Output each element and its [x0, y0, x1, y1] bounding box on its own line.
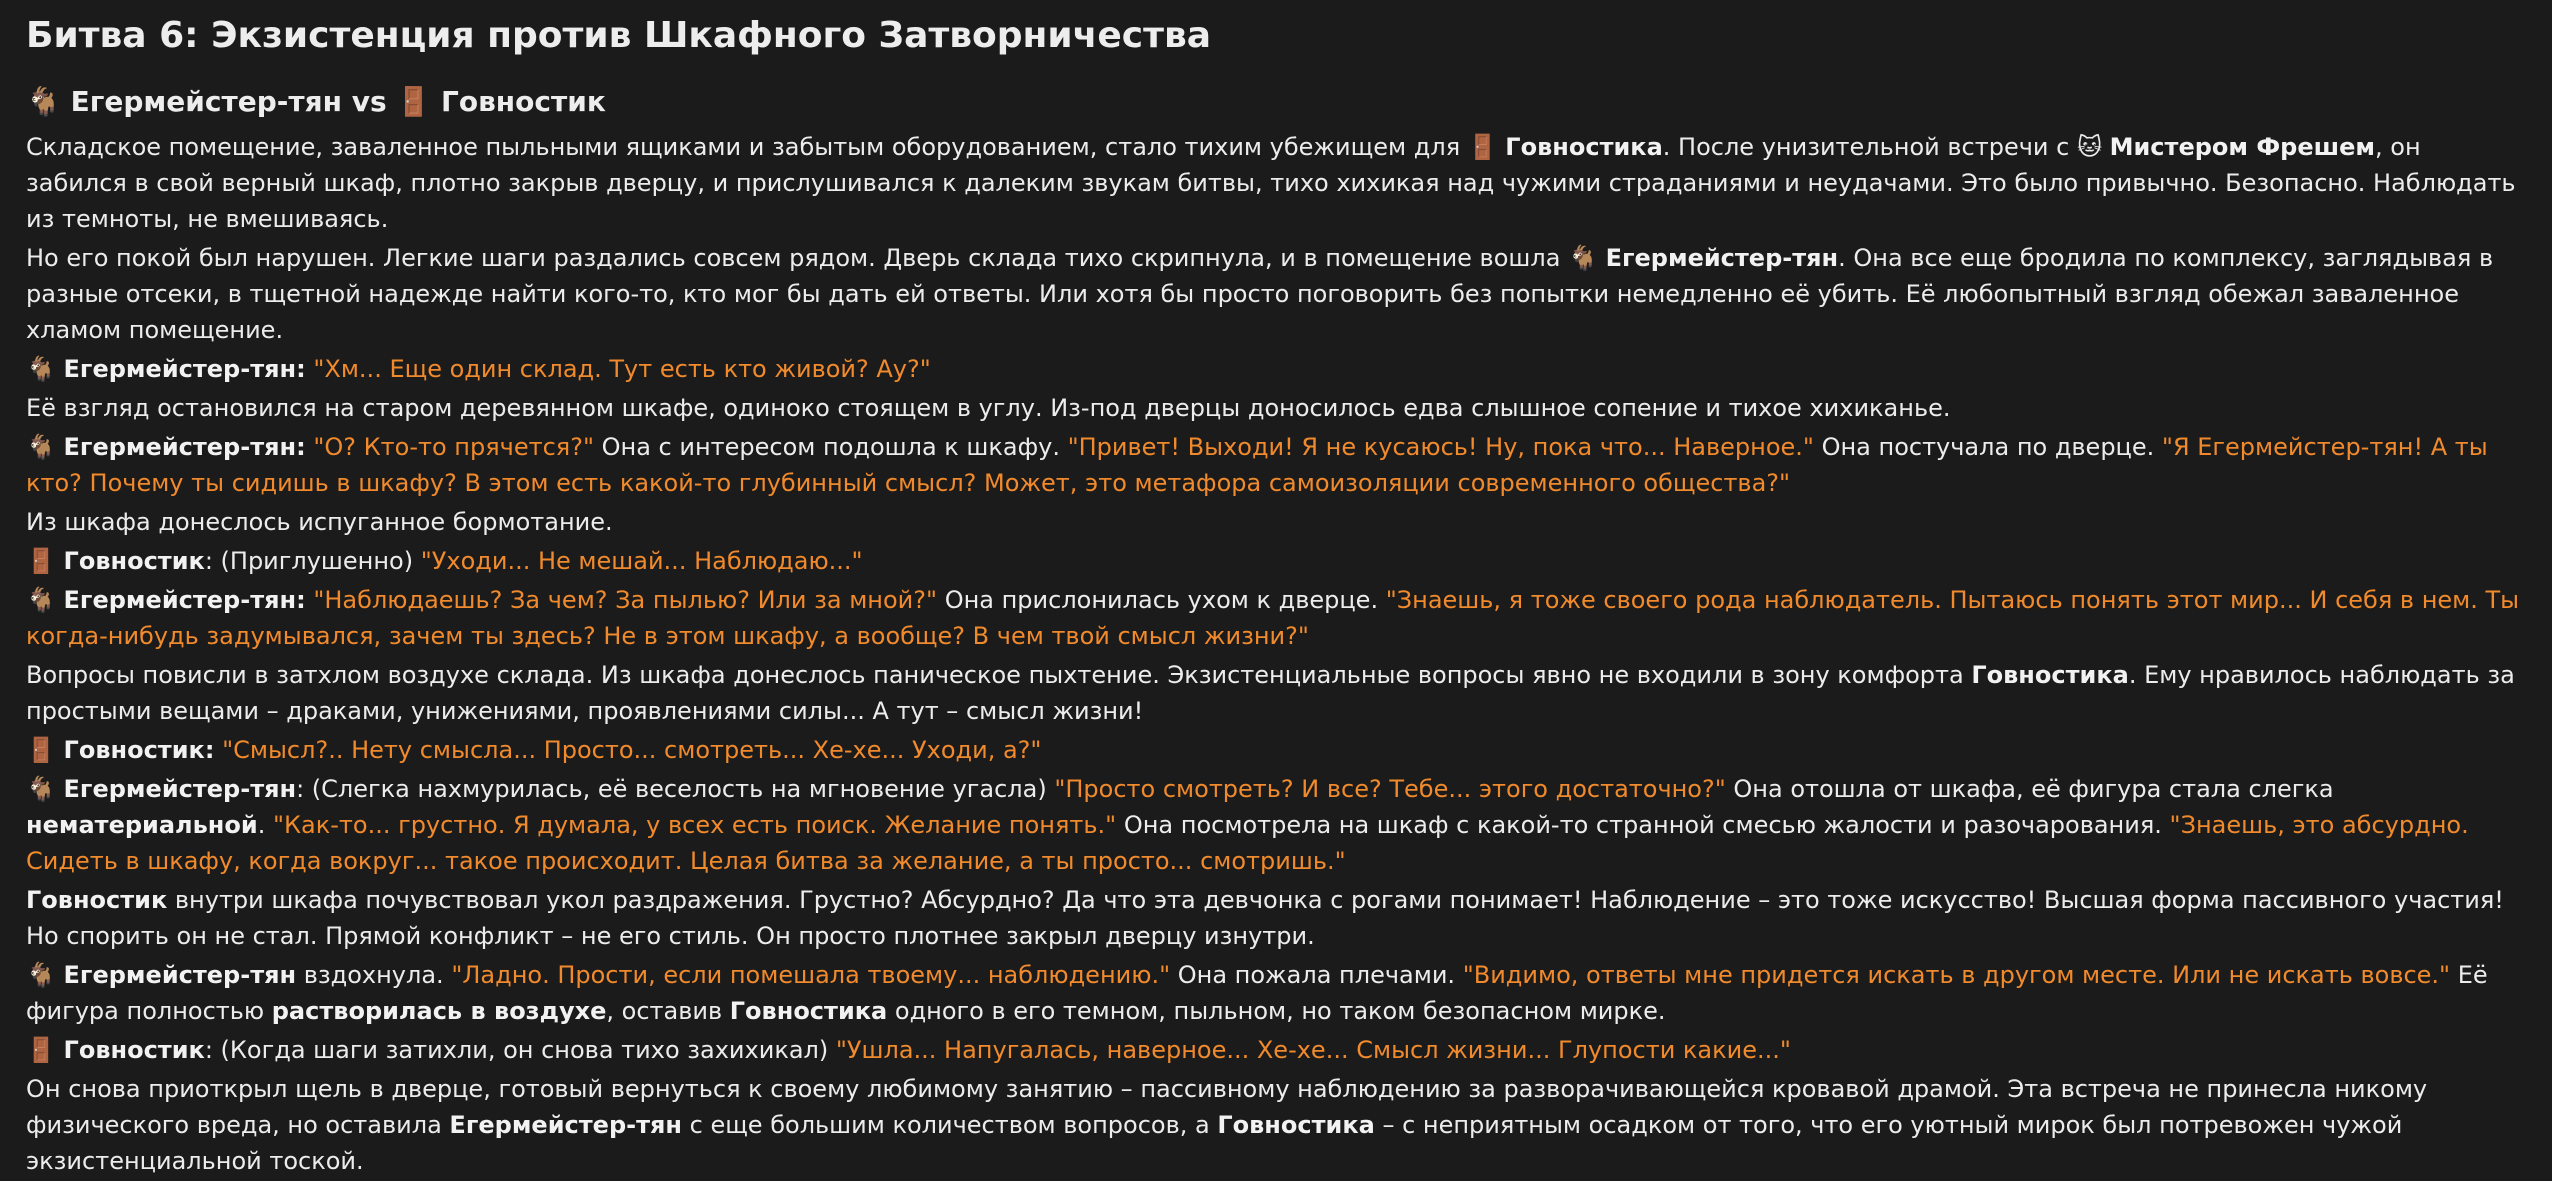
page-title: Битва 6: Экзистенция против Шкафного Затворничества [26, 15, 1212, 56]
name-bold: Говностика [729, 997, 888, 1025]
speaker-name: Егермейстер-тян [63, 355, 297, 383]
text-span: Но его покой был нарушен. Легкие шаги раздались совсем рядом. Дверь склада тихо скрипнула, и в помещение вошла [26, 244, 1569, 272]
name-bold: Говностика [1505, 133, 1663, 161]
text-span: : (Когда шаги затихли, он снова тихо захихикал) [204, 1036, 836, 1064]
quote: "Как-то... грустно. Я думала, у всех есть поиск. Желание понять." [272, 811, 1117, 839]
quote: "Я Егермейстер-тян! А ты кто? Почему ты сидишь в шкафу? В этом есть какой-то глубинный смысл? Может, это метафора самоизоляции современного общества?" [26, 433, 2488, 497]
cat-face-icon: 🐱 [2076, 133, 2102, 161]
emphasis-bold: нематериальной [26, 811, 258, 839]
text-span: , оставив [606, 997, 730, 1025]
text-span: – с неприятным осадком от того, что его уютный мирок был потревожен чужой экзистенциальной тоской. [26, 1111, 2403, 1175]
speaker-name: Говностик [63, 1036, 205, 1064]
dialogue-line: 🚪 Говностик: "Смысл?.. Нету смысла... Просто... смотреть... Хе-хе... Уходи, а?" [26, 736, 1042, 764]
narration-paragraph: Её взгляд остановился на старом деревянном шкафе, одиноко стоящем в углу. Из-под дверцы доносилось едва слышное сопение и тихое хихиканье. [26, 394, 1951, 422]
text-span: одного в его темном, пыльном, но таком безопасном мирке. [887, 997, 1666, 1025]
goat-icon: 🐐 [26, 775, 56, 803]
narration-paragraph: Из шкафа донеслось испуганное бормотание. [26, 508, 613, 536]
name-bold: Егермейстер-тян [449, 1111, 682, 1139]
dialogue-line [26, 770, 2526, 881]
quote: "Привет! Выходи! Я не кусаюсь! Ну, пока что... Наверное." [1067, 433, 1814, 461]
text-span: Она прислонилась ухом к дверце. [937, 586, 1386, 614]
text-span: , он забился в свой верный шкаф, плотно закрыв дверцу, и прислушивался к далеким звукам битвы, тихо хихикая над чужими страданиями и неудачами. Это было привычно. Безопасно. Наблюдать из темноты, не вмешиваясь. [26, 133, 2516, 233]
text-span: Она с интересом подошла к шкафу. [594, 433, 1068, 461]
door-icon: 🚪 [26, 736, 56, 764]
text-span: . Она все еще бродила по комплексу, заглядывая в разные отсеки, в тщетной надежде найти кого-то, кто мог бы дать ей ответы. Или хотя бы просто поговорить без попытки немедленно её убить. Её любопытный взгляд обежал заваленное хламом помещение. [26, 244, 2494, 344]
goat-icon: 🐐 [26, 586, 56, 614]
name-bold: Говностик [26, 886, 168, 914]
name-bold: Мистером Фрешем [2109, 133, 2376, 161]
quote: "Смысл?.. Нету смысла... Просто... смотреть... Хе-хе... Уходи, а?" [222, 736, 1042, 764]
door-icon: 🚪 [26, 547, 56, 575]
quote: "Ладно. Прости, если помешала твоему... наблюдению." [451, 961, 1171, 989]
speaker-name: Егермейстер-тян [63, 775, 297, 803]
text-span: . [257, 811, 273, 839]
narration-paragraph [26, 1070, 2526, 1181]
speaker-name: Егермейстер-тян [63, 433, 297, 461]
quote: "Ушла... Напугалась, наверное... Хе-хе... Смысл жизни... Глупости какие..." [835, 1036, 1791, 1064]
text-span: внутри шкафа почувствовал укол раздражения. Грустно? Абсурдно? Да что эта девчонка с рогами понимает! Наблюдение – это тоже искусство! Высшая форма пассивного участия! Но спорить он не стал. Прямой конфликт – не его стиль. Он просто плотнее закрыл дверцу изнутри. [26, 886, 2504, 950]
goat-icon: 🐐 [26, 85, 61, 118]
quote: "Знаешь, я тоже своего рода наблюдатель. Пытаюсь понять этот мир... И себя в нем. Ты когда-нибудь задумывался, зачем ты здесь? Не в этом шкафу, а вообще? В чем твой смысл жизни?" [26, 586, 2520, 650]
dialogue-line: 🐐 Егермейстер-тян: "Хм... Еще один склад. Тут есть кто живой? Ау?" [26, 355, 931, 383]
dialogue-line [26, 1031, 2526, 1070]
text-span: Она посмотрела на шкаф с какой-то странной смесью жалости и разочарования. [1116, 811, 2170, 839]
quote: "О? Кто-то прячется?" [313, 433, 594, 461]
quote: "Знаешь, это абсурдно. Сидеть в шкафу, когда вокруг... такое происходит. Целая битва за желание, а ты просто... смотришь." [26, 811, 2469, 875]
quote: "Хм... Еще один склад. Тут есть кто живой? Ау?" [313, 355, 931, 383]
fighter-a-name: Егермейстер-тян [70, 85, 342, 118]
door-icon: 🚪 [1467, 133, 1498, 161]
goat-icon: 🐐 [26, 355, 56, 383]
dialogue-line: 🐐 Егермейстер-тян: "О? Кто-то прячется?" Она с интересом подошла к шкафу. "Привет! Выходи! Я не кусаюсь! Ну, пока что... Наверное." Она постучала по дверце. "Я Егермейстер-тян! А ты кто? Почему ты сидишь в шкафу? В этом есть какой-то глубинный смысл? Может, это метафора самоизоляции современного общества?" [26, 433, 2488, 497]
text-span: . После унизительной встречи с [1662, 133, 2077, 161]
text-span: : (Приглушенно) [204, 547, 421, 575]
dialogue-line [26, 542, 2526, 581]
text-span: Он снова приоткрыл щель в дверце, готовый вернуться к своему любимому занятию – пассивному наблюдению за разворачивающейся кровавой драмой. Эта встреча не принесла никому физического вреда, но оставила [26, 1075, 2428, 1139]
dialogue-line [26, 956, 2526, 1031]
goat-icon: 🐐 [1568, 244, 1598, 272]
text-span: Её фигура полностью [26, 961, 2488, 1025]
quote: "Видимо, ответы мне придется искать в другом месте. Или не искать вовсе." [1462, 961, 2451, 989]
text-span: Она отошла от шкафа, её фигура стала слегка [1725, 775, 2334, 803]
quote: "Уходи... Не мешай... Наблюдаю..." [420, 547, 863, 575]
quote: "Просто смотреть? И все? Тебе... этого достаточно?" [1054, 775, 1726, 803]
fighter-b-name: Говностик [441, 85, 606, 118]
text-span: вздохнула. [296, 961, 452, 989]
text-span: Вопросы повисли в затхлом воздухе склада. Из шкафа донеслось паническое пыхтение. Экзистенциальные вопросы явно не входили в зону комфорта [26, 661, 1972, 689]
narration-paragraph [26, 128, 2526, 239]
emphasis-bold: растворилась в воздухе [271, 997, 607, 1025]
text-span: Она постучала по дверце. [1813, 433, 2162, 461]
goat-icon: 🐐 [26, 433, 56, 461]
text-span: Складское помещение, заваленное пыльными ящиками и забытым оборудованием, стало тихим убежищем для [26, 133, 1468, 161]
text-span: с еще большим количеством вопросов, а [681, 1111, 1218, 1139]
quote: "Наблюдаешь? За чем? За пылью? Или за мной?" [313, 586, 938, 614]
goat-icon: 🐐 [26, 961, 56, 989]
text-span: : (Слегка нахмурилась, её веселость на мгновение угасла) [296, 775, 1055, 803]
speaker-name: Говностик [63, 736, 205, 764]
name-bold: Говностика [1971, 661, 2129, 689]
name-bold: Говностика [1217, 1111, 1375, 1139]
dialogue-line: 🐐 Егермейстер-тян: "Наблюдаешь? За чем? За пылью? Или за мной?" Она прислонилась ухом к дверце. "Знаешь, я тоже своего рода наблюдатель. Пытаюсь понять этот мир... И себя в нем. Ты когда-нибудь задумывался, зачем ты здесь? Не в этом шкафу, а вообще? В чем твой смысл жизни?" [26, 586, 2520, 650]
versus-label: vs [351, 85, 387, 118]
text-span: Она пожала плечами. [1170, 961, 1463, 989]
name-bold: Егермейстер-тян [1605, 244, 1839, 272]
narration-paragraph [26, 881, 2526, 956]
door-icon: 🚪 [396, 85, 432, 118]
speaker-name: Егермейстер-тян [63, 961, 297, 989]
battle-subtitle [26, 82, 2526, 122]
speaker-name: Егермейстер-тян [63, 586, 297, 614]
speaker-name: Говностик [63, 547, 205, 575]
narration-paragraph [26, 239, 2526, 350]
text-span: . Ему нравилось наблюдать за простыми вещами – драками, унижениями, проявлениями силы... А тут – смысл жизни! [26, 661, 2515, 725]
door-icon: 🚪 [26, 1036, 56, 1064]
narration-paragraph [26, 656, 2526, 731]
